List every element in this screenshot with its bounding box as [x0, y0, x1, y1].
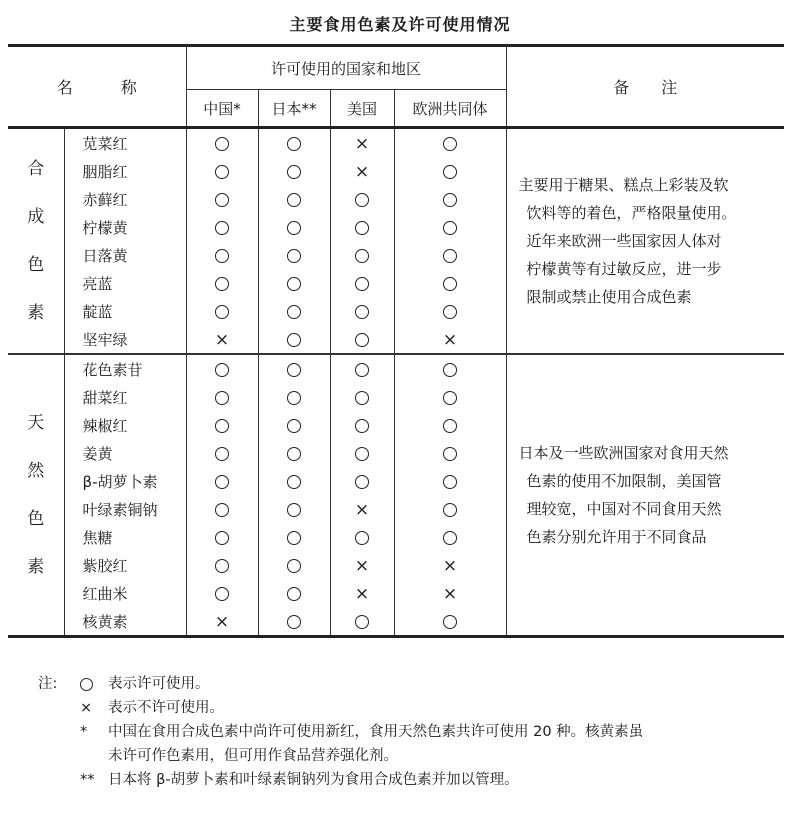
group-remark	[506, 354, 784, 637]
not-allowed-usa	[330, 157, 394, 185]
allowed-eec-circle-icon	[394, 213, 506, 241]
circle-icon	[443, 391, 457, 405]
not-allowed-china	[186, 325, 258, 354]
circle-icon	[215, 503, 229, 517]
circle-icon	[287, 193, 301, 207]
pigment-name: 焦糖	[64, 523, 186, 551]
allowed-usa-circle-icon	[330, 213, 394, 241]
circle-icon	[287, 221, 301, 235]
group-label-char: 色	[27, 255, 45, 275]
allowed-eec-circle-icon	[394, 354, 506, 383]
allowed-eec-circle-icon	[394, 185, 506, 213]
not-allowed-usa	[330, 495, 394, 523]
circle-icon	[215, 221, 229, 235]
allowed-eec-circle-icon	[394, 411, 506, 439]
note-text: 表示许可使用。	[108, 676, 210, 692]
pigment-name: 靛蓝	[64, 297, 186, 325]
table-row	[8, 128, 784, 158]
remark-line: 日本及一些欧洲国家对食用天然	[518, 444, 729, 462]
allowed-japan-circle-icon	[258, 383, 330, 411]
allowed-eec-circle-icon	[394, 523, 506, 551]
circle-icon	[355, 193, 369, 207]
remark-line: 近年来欧洲一些国家因人体对	[526, 232, 722, 250]
header-country-usa: 美国	[330, 90, 394, 128]
allowed-japan-circle-icon	[258, 185, 330, 213]
allowed-japan-circle-icon	[258, 607, 330, 637]
note-text: 日本将 β-胡萝卜素和叶绿素铜钠列为食用合成色素并加以管理。	[108, 772, 519, 788]
cross-icon: ×	[214, 611, 230, 632]
remark-line: 色素分别允许用于不同食品	[526, 528, 707, 546]
allowed-china-circle-icon	[186, 157, 258, 185]
cross-icon: ×	[354, 133, 370, 154]
circle-icon	[215, 391, 229, 405]
not-allowed-usa	[330, 551, 394, 579]
pigment-name: 叶绿素铜钠	[64, 495, 186, 523]
circle-icon	[443, 165, 457, 179]
circle-icon	[287, 277, 301, 291]
cross-icon: ×	[442, 555, 458, 576]
circle-icon	[287, 165, 301, 179]
pigment-table	[8, 44, 784, 638]
circle-icon	[355, 419, 369, 433]
circle-icon	[215, 137, 229, 151]
allowed-eec-circle-icon	[394, 495, 506, 523]
allowed-china-circle-icon	[186, 439, 258, 467]
allowed-china-circle-icon	[186, 213, 258, 241]
circle-icon	[215, 249, 229, 263]
cross-icon: ×	[354, 583, 370, 604]
circle-icon	[287, 249, 301, 263]
allowed-eec-circle-icon	[394, 241, 506, 269]
pigment-name: 辣椒红	[64, 411, 186, 439]
remark-line: 理较宽，中国对不同食用天然	[526, 500, 722, 518]
circle-icon	[287, 615, 301, 629]
circle-icon	[287, 419, 301, 433]
allowed-china-circle-icon	[186, 579, 258, 607]
allowed-japan-circle-icon	[258, 467, 330, 495]
allowed-china-circle-icon	[186, 411, 258, 439]
circle-icon	[287, 305, 301, 319]
circle-icon	[287, 391, 301, 405]
allowed-japan-circle-icon	[258, 157, 330, 185]
allowed-china-circle-icon	[186, 383, 258, 411]
pigment-name: 胭脂红	[64, 157, 186, 185]
allowed-usa-circle-icon	[330, 241, 394, 269]
not-allowed-china	[186, 607, 258, 637]
group-label-char: 天	[27, 413, 45, 433]
allowed-japan-circle-icon	[258, 411, 330, 439]
group-label	[8, 354, 64, 637]
circle-icon	[215, 419, 229, 433]
cross-icon: ×	[442, 583, 458, 604]
allowed-japan-circle-icon	[258, 269, 330, 297]
allowed-usa-circle-icon	[330, 607, 394, 637]
pigment-name: 紫胶红	[64, 551, 186, 579]
pigment-name: 日落黄	[64, 241, 186, 269]
circle-icon	[355, 277, 369, 291]
allowed-japan-circle-icon	[258, 213, 330, 241]
cross-symbol: ×	[80, 700, 93, 716]
pigment-name: 坚牢绿	[64, 325, 186, 354]
footnotes	[38, 672, 788, 792]
circle-icon	[287, 137, 301, 151]
header-country-eec: 欧洲共同体	[394, 90, 506, 128]
circle-icon	[215, 363, 229, 377]
circle-icon	[443, 305, 457, 319]
circle-icon	[215, 305, 229, 319]
header-countries-group: 许可使用的国家和地区	[186, 46, 506, 90]
cross-icon: ×	[354, 555, 370, 576]
allowed-japan-circle-icon	[258, 551, 330, 579]
circle-icon	[215, 531, 229, 545]
circle-icon	[215, 193, 229, 207]
pigment-name: 亮蓝	[64, 269, 186, 297]
circle-icon	[443, 503, 457, 517]
remark-line: 限制或禁止使用合成色素	[526, 288, 692, 306]
allowed-china-circle-icon	[186, 354, 258, 383]
allowed-usa-circle-icon	[330, 325, 394, 354]
allowed-china-circle-icon	[186, 523, 258, 551]
allowed-eec-circle-icon	[394, 269, 506, 297]
cross-icon: ×	[354, 499, 370, 520]
note-allowed	[38, 672, 788, 696]
circle-icon	[287, 447, 301, 461]
circle-icon	[355, 475, 369, 489]
header-country-china: 中国*	[186, 90, 258, 128]
pigment-name: 姜黄	[64, 439, 186, 467]
allowed-japan-circle-icon	[258, 354, 330, 383]
circle-icon	[443, 221, 457, 235]
group-label	[8, 128, 64, 355]
allowed-usa-circle-icon	[330, 523, 394, 551]
notes-label: 注:	[38, 676, 58, 692]
allowed-china-circle-icon	[186, 269, 258, 297]
circle-icon	[215, 587, 229, 601]
allowed-usa-circle-icon	[330, 383, 394, 411]
pigment-name: 甜菜红	[64, 383, 186, 411]
note-text: 中国在食用合成色素中尚许可使用新红，食用天然色素共许可使用 20 种。核黄素虽	[108, 724, 644, 740]
allowed-eec-circle-icon	[394, 467, 506, 495]
circle-icon	[355, 305, 369, 319]
table-body	[8, 128, 784, 637]
note-china	[38, 720, 788, 744]
cross-icon: ×	[354, 161, 370, 182]
pigment-name: 柠檬黄	[64, 213, 186, 241]
circle-icon	[443, 277, 457, 291]
note-japan	[38, 768, 788, 792]
circle-icon	[355, 363, 369, 377]
circle-icon	[443, 419, 457, 433]
allowed-eec-circle-icon	[394, 157, 506, 185]
circle-icon	[355, 249, 369, 263]
allowed-china-circle-icon	[186, 241, 258, 269]
group-label-char: 素	[27, 303, 45, 323]
circle-icon	[287, 559, 301, 573]
circle-icon	[287, 503, 301, 517]
circle-icon	[355, 391, 369, 405]
allowed-japan-circle-icon	[258, 579, 330, 607]
allowed-eec-circle-icon	[394, 607, 506, 637]
allowed-eec-circle-icon	[394, 297, 506, 325]
allowed-eec-circle-icon	[394, 439, 506, 467]
circle-icon	[443, 531, 457, 545]
allowed-japan-circle-icon	[258, 241, 330, 269]
pigment-name: 花色素苷	[64, 354, 186, 383]
table-title: 主要食用色素及许可使用情况	[289, 15, 511, 34]
cross-icon: ×	[214, 329, 230, 350]
circle-icon	[215, 475, 229, 489]
allowed-usa-circle-icon	[330, 269, 394, 297]
circle-icon	[443, 193, 457, 207]
remark-line: 色素的使用不加限制，美国管	[526, 472, 722, 490]
remark-line: 柠檬黄等有过敏反应，进一步	[526, 260, 722, 278]
circle-symbol	[80, 672, 108, 696]
allowed-japan-circle-icon	[258, 297, 330, 325]
header-name: 名 称	[8, 46, 186, 128]
allowed-china-circle-icon	[186, 467, 258, 495]
remark-line: 主要用于糖果、糕点上彩装及软	[518, 176, 729, 194]
allowed-china-circle-icon	[186, 551, 258, 579]
circle-icon	[443, 475, 457, 489]
circle-icon	[443, 615, 457, 629]
note-text: 表示不许可使用。	[108, 700, 224, 716]
table-row	[8, 354, 784, 383]
not-allowed-eec	[394, 325, 506, 354]
circle-icon	[355, 221, 369, 235]
allowed-usa-circle-icon	[330, 467, 394, 495]
circle-icon	[215, 447, 229, 461]
group-label-char: 然	[27, 461, 45, 481]
double-asterisk-symbol: **	[80, 772, 95, 788]
circle-icon	[287, 363, 301, 377]
circle-icon	[355, 447, 369, 461]
allowed-china-circle-icon	[186, 128, 258, 158]
allowed-japan-circle-icon	[258, 523, 330, 551]
allowed-japan-circle-icon	[258, 128, 330, 158]
allowed-china-circle-icon	[186, 297, 258, 325]
allowed-usa-circle-icon	[330, 439, 394, 467]
group-label-char: 成	[27, 207, 45, 227]
note-china-continued: 未许可作色素用，但可用作食品营养强化剂。	[108, 748, 398, 764]
header-remarks: 备 注	[506, 46, 784, 128]
pigment-name: 核黄素	[64, 607, 186, 637]
pigment-name: 苋菜红	[64, 128, 186, 158]
allowed-japan-circle-icon	[258, 325, 330, 354]
circle-icon	[215, 165, 229, 179]
circle-icon	[287, 475, 301, 489]
allowed-eec-circle-icon	[394, 128, 506, 158]
circle-icon	[355, 615, 369, 629]
remark-line: 饮料等的着色，严格限量使用。	[526, 204, 737, 222]
not-allowed-eec	[394, 551, 506, 579]
circle-icon	[287, 333, 301, 347]
allowed-japan-circle-icon	[258, 495, 330, 523]
pigment-name: 赤藓红	[64, 185, 186, 213]
not-allowed-usa	[330, 579, 394, 607]
allowed-usa-circle-icon	[330, 411, 394, 439]
allowed-china-circle-icon	[186, 495, 258, 523]
cross-icon: ×	[442, 329, 458, 350]
pigment-name: β-胡萝卜素	[64, 467, 186, 495]
circle-icon	[443, 447, 457, 461]
circle-icon	[287, 531, 301, 545]
circle-icon	[215, 559, 229, 573]
pigment-name: 红曲米	[64, 579, 186, 607]
circle-icon	[443, 363, 457, 377]
group-remark	[506, 128, 784, 355]
allowed-usa-circle-icon	[330, 185, 394, 213]
group-label-char: 色	[27, 509, 45, 529]
allowed-china-circle-icon	[186, 185, 258, 213]
allowed-eec-circle-icon	[394, 383, 506, 411]
not-allowed-eec	[394, 579, 506, 607]
circle-icon	[355, 531, 369, 545]
header-country-japan: 日本**	[258, 90, 330, 128]
group-label-char: 素	[27, 557, 45, 577]
circle-icon	[355, 333, 369, 347]
allowed-usa-circle-icon	[330, 297, 394, 325]
note-not-allowed	[38, 696, 788, 720]
asterisk-symbol: *	[80, 724, 88, 740]
circle-icon	[287, 587, 301, 601]
allowed-usa-circle-icon	[330, 354, 394, 383]
group-label-char: 合	[27, 159, 45, 179]
circle-icon	[443, 137, 457, 151]
circle-icon	[443, 249, 457, 263]
circle-icon	[215, 277, 229, 291]
not-allowed-usa	[330, 128, 394, 158]
allowed-japan-circle-icon	[258, 439, 330, 467]
